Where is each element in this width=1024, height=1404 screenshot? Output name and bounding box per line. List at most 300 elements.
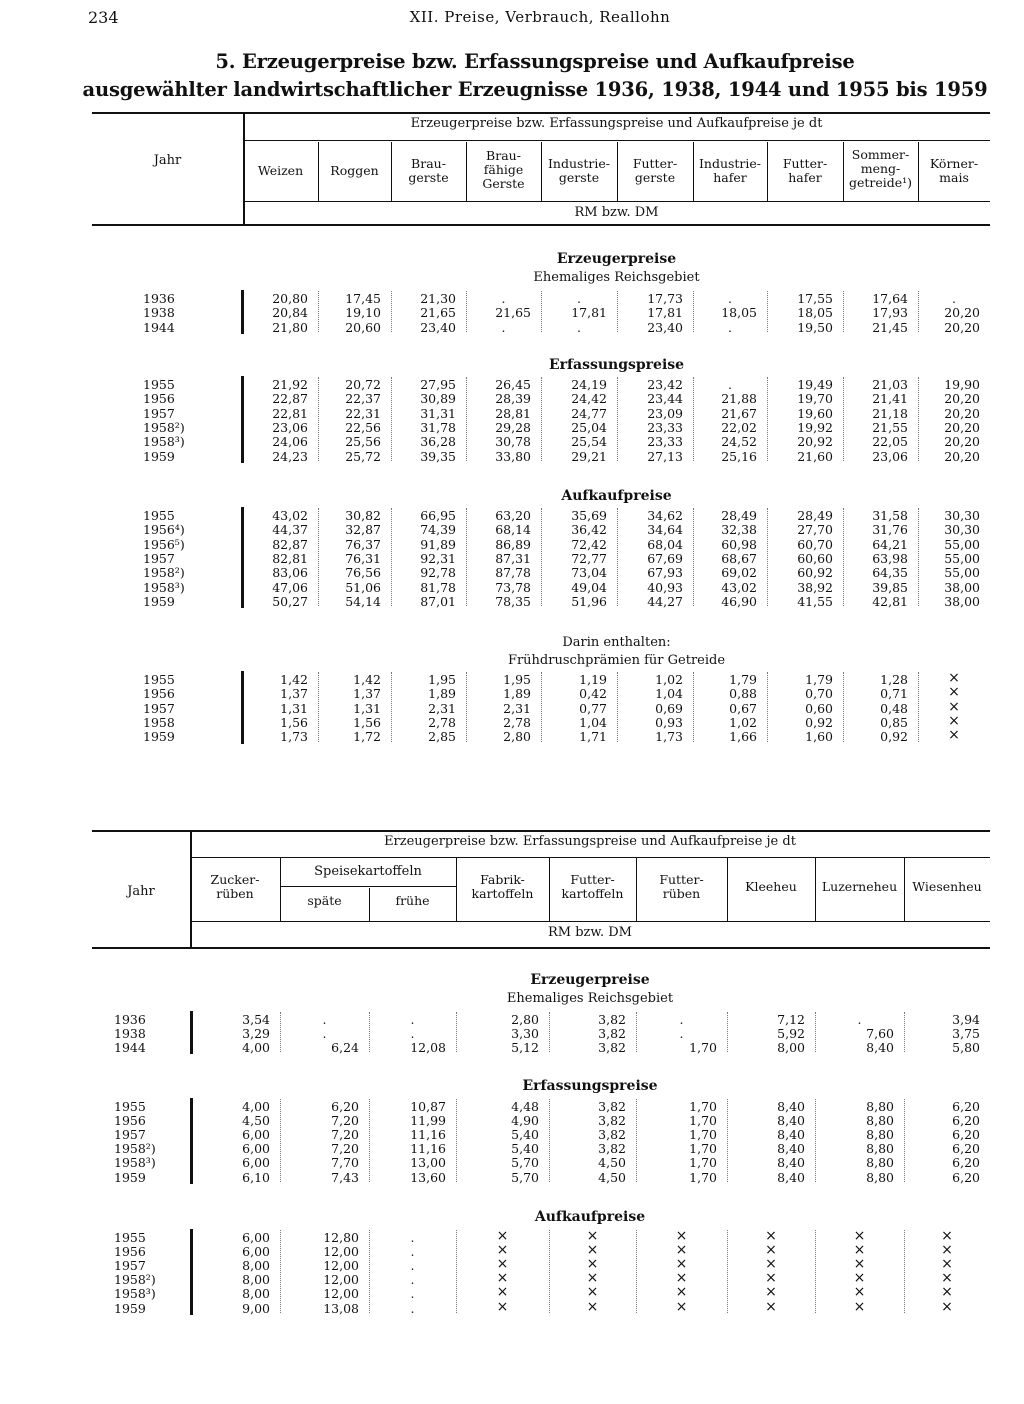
table-cell: .: [679, 1012, 684, 1027]
table-cell: 60,92: [797, 565, 833, 581]
table-cell: 68,04: [647, 536, 683, 552]
column-header-rule: [456, 858, 457, 921]
table-cell: 1,72: [353, 729, 381, 745]
table-cell: 31,78: [420, 419, 456, 435]
table-row: [92, 698, 990, 716]
table-cell: .: [410, 1300, 415, 1316]
table-row: [92, 420, 990, 434]
table-cell: ×: [496, 1242, 509, 1259]
table-cell: 8,80: [866, 1127, 894, 1143]
table-cell: 12,00: [323, 1244, 359, 1260]
table-cell: 28,49: [721, 508, 757, 523]
row-year: 1955: [114, 1099, 146, 1114]
table-cell: 60,98: [721, 536, 757, 552]
table-cell: .: [728, 319, 732, 335]
section-subtitle: Ehemaliges Reichsgebiet: [533, 270, 700, 285]
table-cell: 64,35: [872, 565, 908, 581]
price-span-header: Erzeugerpreise bzw. Erfassungspreise und Aufkaufpreise je dt: [410, 116, 823, 131]
table-cell: ×: [853, 1298, 866, 1315]
table-cell: 8,80: [866, 1155, 894, 1171]
table-cell: 91,89: [420, 536, 456, 552]
table-cell: 33,80: [495, 448, 531, 464]
section-subtitle: Ehemaliges Reichsgebiet: [506, 991, 674, 1006]
table-cell: 92,78: [420, 565, 456, 581]
table-cell: 72,77: [571, 550, 607, 566]
table-cell: 42,81: [872, 593, 908, 609]
row-year: 1956⁴): [143, 522, 185, 538]
table-row: [92, 712, 990, 730]
table-cell: 0,92: [805, 714, 833, 730]
table-cell: ×: [948, 684, 960, 701]
table-cell: 4,48: [511, 1099, 539, 1114]
table-top-rule: [92, 112, 990, 114]
table-cell: 6,24: [331, 1040, 359, 1056]
table-cell: 19,50: [797, 319, 833, 335]
table-cell: 1,19: [579, 672, 607, 687]
table-cell: .: [857, 1012, 862, 1027]
table-cell: 6,10: [242, 1169, 270, 1185]
table-cell: 67,93: [647, 565, 683, 581]
table-cell: 22,31: [345, 405, 381, 421]
table-cell: 32,38: [721, 522, 757, 538]
table-cell: 19,92: [797, 419, 833, 435]
table-cell: 6,20: [952, 1127, 980, 1143]
table-cell: 21,65: [420, 305, 456, 321]
table-cell: 23,44: [647, 391, 683, 407]
table-cell: 8,40: [777, 1169, 805, 1185]
table-cell: 7,20: [331, 1127, 359, 1143]
table-cell: 8,00: [242, 1272, 270, 1288]
table-cell: 7,70: [331, 1155, 359, 1171]
table-cell: 1,31: [353, 700, 381, 716]
table-cell: 8,80: [866, 1113, 894, 1129]
table-cell: 36,42: [571, 522, 607, 538]
table-cell: 8,80: [866, 1141, 894, 1157]
table-cell: 87,78: [495, 565, 531, 581]
table-cell: 28,81: [495, 405, 531, 421]
table-cell: 76,31: [345, 550, 381, 566]
table-cell: 76,56: [345, 565, 381, 581]
table-cell: 87,31: [495, 550, 531, 566]
table-cell: 20,92: [797, 434, 833, 450]
table-cell: 43,02: [721, 579, 757, 595]
table-cell: 44,27: [647, 593, 683, 609]
table-cell: 1,70: [689, 1141, 717, 1157]
table-cell: 50,27: [272, 593, 308, 609]
table-cell: 51,96: [571, 593, 607, 609]
table-cell: 1,28: [880, 672, 908, 687]
table-cell: 7,20: [331, 1113, 359, 1129]
table-cell: 78,35: [495, 593, 531, 609]
column-header: Industrie- gerste: [547, 156, 611, 185]
table-cell: 28,39: [495, 391, 531, 407]
table-cell: 39,35: [420, 448, 456, 464]
table-cell: ×: [675, 1270, 688, 1287]
table-cell: 1,04: [655, 686, 683, 702]
table-cell: ×: [853, 1284, 866, 1301]
table-cell: 35,69: [571, 508, 607, 523]
table-cell: 19,90: [944, 377, 980, 392]
table-cell: 8,00: [242, 1258, 270, 1274]
table-row: [92, 406, 990, 420]
table-cell: 11,99: [410, 1113, 446, 1129]
table-cell: 0,88: [729, 686, 757, 702]
table-cell: 25,16: [721, 448, 757, 464]
table-cell: 83,06: [272, 565, 308, 581]
table-row: [92, 1026, 990, 1040]
table-cell: 2,80: [511, 1012, 539, 1027]
table-cell: 1,70: [689, 1127, 717, 1143]
table-cell: 5,40: [511, 1141, 539, 1157]
table-cell: ×: [586, 1242, 599, 1259]
table-cell: 1,37: [353, 686, 381, 702]
table-cell: 72,42: [571, 536, 607, 552]
table-title-line-2: ausgewählter landwirtschaftlicher Erzeugnisse 1936, 1938, 1944 und 1955 bis 1959: [82, 78, 988, 101]
table-cell: ×: [765, 1228, 777, 1244]
table-cell: 36,28: [420, 434, 456, 450]
row-year: 1944: [114, 1040, 146, 1056]
row-year: 1957: [114, 1127, 146, 1143]
table-cell: 20,20: [944, 391, 980, 407]
row-year: 1958³): [114, 1286, 156, 1302]
table-cell: ×: [948, 727, 960, 744]
table-cell: 19,10: [345, 305, 381, 321]
table-cell: 7,60: [866, 1026, 894, 1042]
table-cell: 74,39: [420, 522, 456, 538]
table-cell: 7,43: [331, 1169, 359, 1185]
table-cell: 68,67: [721, 550, 757, 566]
table-cell: 8,40: [777, 1155, 805, 1171]
table-cell: 17,45: [345, 291, 381, 306]
header-bottom-rule: [92, 224, 990, 226]
column-header-rule: [693, 142, 694, 201]
table-cell: 20,60: [345, 319, 381, 335]
table-row: [92, 594, 990, 608]
table-cell: 21,80: [272, 319, 308, 335]
table-cell: 1,70: [689, 1169, 717, 1185]
table-cell: 25,72: [345, 448, 381, 464]
table-cell: 5,70: [511, 1169, 539, 1185]
column-header-rule: [541, 142, 542, 201]
column-header: Sommer- meng- getreide¹): [848, 147, 913, 190]
table-cell: 2,85: [428, 729, 456, 745]
table-cell: .: [322, 1012, 327, 1027]
table-cell: 1,02: [729, 714, 757, 730]
table-cell: 19,70: [797, 391, 833, 407]
section-title: Erfassungspreise: [522, 1078, 658, 1094]
table-cell: 4,50: [598, 1155, 626, 1171]
table-cell: .: [410, 1012, 415, 1027]
table-row: [92, 537, 990, 551]
table-cell: 23,40: [647, 319, 683, 335]
table-cell: 4,90: [511, 1113, 539, 1129]
header-span-rule: [243, 140, 990, 141]
table-cell: 0,67: [729, 700, 757, 716]
table-cell: 1,37: [280, 686, 308, 702]
table-cell: ×: [948, 712, 960, 729]
table-cell: 39,85: [872, 579, 908, 595]
row-year: 1959: [143, 448, 175, 464]
row-year: 1957: [114, 1258, 146, 1274]
table-cell: 23,06: [272, 419, 308, 435]
table-cell: 55,00: [944, 550, 980, 566]
row-year: 1936: [143, 291, 175, 306]
column-header: Futter- gerste: [632, 156, 678, 185]
table-cell: 1,70: [689, 1155, 717, 1171]
table-cell: .: [577, 319, 581, 335]
row-year: 1938: [114, 1026, 146, 1042]
table-cell: 0,69: [655, 700, 683, 716]
table-cell: 6,00: [242, 1230, 270, 1245]
table-cell: 20,20: [944, 305, 980, 321]
table-title-line-1: 5. Erzeugerpreise bzw. Erfassungspreise und Aufkaufpreise: [215, 50, 855, 73]
table-cell: 24,23: [272, 448, 308, 464]
table-cell: ×: [586, 1298, 599, 1315]
table-cell: ×: [586, 1228, 599, 1244]
table-cell: 5,40: [511, 1127, 539, 1143]
table-cell: .: [410, 1258, 415, 1274]
table-cell: 17,81: [571, 305, 607, 321]
table-row: [92, 565, 990, 579]
row-year: 1956: [114, 1113, 146, 1129]
column-header-rule: [636, 858, 637, 921]
table-cell: ×: [853, 1256, 866, 1273]
table-row: [92, 377, 990, 391]
table-cell: ×: [765, 1270, 777, 1287]
row-year: 1955: [143, 377, 175, 392]
table-row: [92, 1099, 990, 1113]
table-cell: 3,82: [598, 1141, 626, 1157]
table-cell: 38,00: [944, 579, 980, 595]
table-cell: 18,05: [797, 305, 833, 321]
table-cell: 3,94: [952, 1012, 980, 1027]
table-cell: 21,03: [872, 377, 908, 392]
table-cell: 23,40: [420, 319, 456, 335]
table-cell: 1,71: [579, 729, 607, 745]
table-cell: 49,04: [571, 579, 607, 595]
table-cell: 23,09: [647, 405, 683, 421]
table-cell: 66,95: [420, 508, 456, 523]
table-cell: 64,21: [872, 536, 908, 552]
table-cell: 23,06: [872, 448, 908, 464]
table-row: [92, 551, 990, 565]
table-cell: 12,80: [323, 1230, 359, 1245]
table-cell: .: [410, 1026, 415, 1042]
table-cell: 1,02: [655, 672, 683, 687]
table-cell: ×: [941, 1298, 953, 1315]
table-cell: 6,20: [952, 1141, 980, 1157]
table-cell: 3,30: [511, 1026, 539, 1042]
year-column-header: Jahr: [153, 153, 182, 168]
table-cell: 17,64: [872, 291, 908, 306]
table-cell: 0,71: [880, 686, 908, 702]
table-cell: 24,52: [721, 434, 757, 450]
table-cell: 67,69: [647, 550, 683, 566]
table-cell: 1,95: [503, 672, 531, 687]
table-cell: 0,60: [805, 700, 833, 716]
table-cell: 27,13: [647, 448, 683, 464]
column-header: Roggen: [330, 163, 379, 178]
table-cell: 3,54: [242, 1012, 270, 1027]
table-cell: .: [679, 1026, 684, 1042]
table-row: [92, 320, 990, 334]
table-cell: 1,79: [729, 672, 757, 687]
table-cell: 6,20: [331, 1099, 359, 1114]
column-header-rule: [617, 142, 618, 201]
section-title: Erzeugerpreise: [556, 251, 677, 267]
table-cell: 8,40: [866, 1040, 894, 1056]
table-cell: 1,04: [579, 714, 607, 730]
table-cell: 23,42: [647, 377, 683, 392]
table-cell: 31,31: [420, 405, 456, 421]
table-cell: 6,20: [952, 1099, 980, 1114]
table-cell: ×: [496, 1228, 509, 1244]
table-cell: .: [728, 291, 732, 306]
table-cell: 22,56: [345, 419, 381, 435]
table-row: [92, 305, 990, 319]
table-cell: 7,20: [331, 1141, 359, 1157]
table-cell: 6,00: [242, 1127, 270, 1143]
column-header-rule: [369, 888, 370, 921]
table-cell: 30,30: [944, 508, 980, 523]
row-year: 1956: [143, 391, 175, 407]
table-cell: 24,19: [571, 377, 607, 392]
table-cell: 1,95: [428, 672, 456, 687]
table-cell: 0,70: [805, 686, 833, 702]
table-cell: ×: [853, 1228, 866, 1244]
table-cell: 0,48: [880, 700, 908, 716]
table-cell: 34,62: [647, 508, 683, 523]
table-cell: 20,20: [944, 405, 980, 421]
row-year: 1958²): [143, 565, 185, 581]
table-cell: 20,20: [944, 448, 980, 464]
year-column-header: Jahr: [127, 884, 155, 899]
column-header: frühe: [395, 893, 430, 908]
column-header: Futter- hafer: [782, 156, 828, 185]
column-header: Körner- mais: [929, 156, 979, 185]
table-cell: 21,45: [872, 319, 908, 335]
column-header: Weizen: [257, 163, 304, 178]
table-row: [92, 434, 990, 448]
table-cell: 13,60: [410, 1169, 446, 1185]
row-year: 1958²): [143, 419, 185, 435]
row-year: 1938: [143, 305, 175, 321]
row-year: 1957: [143, 700, 175, 716]
table-cell: 0,77: [579, 700, 607, 716]
table-cell: 22,81: [272, 405, 308, 421]
table-cell: 3,82: [598, 1012, 626, 1027]
table-cell: ×: [941, 1228, 953, 1244]
table-cell: 54,14: [345, 593, 381, 609]
row-year: 1944: [143, 319, 175, 335]
table-cell: 21,65: [495, 305, 531, 321]
table-cell: 17,73: [647, 291, 683, 306]
table-cell: 1,73: [280, 729, 308, 745]
table-cell: 60,70: [797, 536, 833, 552]
table-cell: 22,05: [872, 434, 908, 450]
table-cell: 20,20: [944, 319, 980, 335]
table-cell: .: [501, 319, 506, 335]
table-cell: 1,56: [280, 714, 308, 730]
table-row: [92, 1012, 990, 1026]
table-row: [92, 1141, 990, 1155]
table-cell: ×: [765, 1284, 777, 1301]
table-cell: 73,78: [495, 579, 531, 595]
table-cell: 1,70: [689, 1040, 717, 1056]
table-cell: ×: [496, 1284, 509, 1301]
table-cell: 22,02: [721, 419, 757, 435]
table-cell: 1,79: [805, 672, 833, 687]
table-cell: ×: [675, 1228, 688, 1244]
table-cell: 24,42: [571, 391, 607, 407]
unit-rule: [190, 921, 990, 922]
table-cell: 21,55: [872, 419, 908, 435]
table-cell: ×: [586, 1256, 599, 1273]
table-cell: 3,29: [242, 1026, 270, 1042]
table-cell: 8,00: [242, 1286, 270, 1302]
table-cell: 92,31: [420, 550, 456, 566]
table-cell: 21,41: [872, 391, 908, 407]
row-year: 1955: [143, 672, 175, 687]
table-row: [92, 522, 990, 536]
table-cell: 28,49: [797, 508, 833, 523]
table-cell: 8,40: [777, 1141, 805, 1157]
unit-header: RM bzw. DM: [548, 925, 632, 940]
table-cell: 0,92: [880, 729, 908, 745]
table-cell: ×: [675, 1298, 688, 1315]
table-cell: 2,78: [428, 714, 456, 730]
table-cell: 12,00: [323, 1286, 359, 1302]
table-cell: 8,40: [777, 1127, 805, 1143]
table-cell: .: [577, 291, 581, 306]
table-cell: 17,93: [872, 305, 908, 321]
table-cell: 24,06: [272, 434, 308, 450]
table-cell: 30,78: [495, 434, 531, 450]
column-header: Wiesenheu: [912, 879, 982, 894]
row-year: 1958³): [114, 1155, 156, 1171]
table-cell: 1,42: [353, 672, 381, 687]
table-cell: ×: [586, 1270, 599, 1287]
table-cell: ×: [675, 1242, 688, 1259]
table-cell: 27,70: [797, 522, 833, 538]
table-cell: 8,40: [777, 1113, 805, 1129]
table-cell: 69,02: [721, 565, 757, 581]
column-header: Fabrik- kartoffeln: [471, 872, 534, 901]
table-cell: 86,89: [495, 536, 531, 552]
unit-rule: [243, 201, 990, 202]
table-cell: 11,16: [410, 1141, 446, 1157]
table-cell: 38,00: [944, 593, 980, 609]
table-cell: ×: [496, 1256, 509, 1273]
table-row: [92, 672, 990, 686]
column-header: Futter- rüben: [659, 872, 704, 901]
table-cell: 76,37: [345, 536, 381, 552]
table-row: [92, 1170, 990, 1184]
table-row: [92, 729, 990, 743]
table-cell: 20,20: [944, 434, 980, 450]
table-cell: 63,20: [495, 508, 531, 523]
table-cell: ×: [941, 1270, 953, 1287]
table-cell: 21,30: [420, 291, 456, 306]
table-cell: 5,12: [511, 1040, 539, 1056]
table-cell: ×: [675, 1256, 688, 1273]
table-cell: 26,45: [495, 377, 531, 392]
column-header-rule: [727, 858, 728, 921]
table-cell: .: [410, 1244, 415, 1260]
table-cell: 0,93: [655, 714, 683, 730]
table-cell: 30,89: [420, 391, 456, 407]
column-header-rule: [466, 142, 467, 201]
